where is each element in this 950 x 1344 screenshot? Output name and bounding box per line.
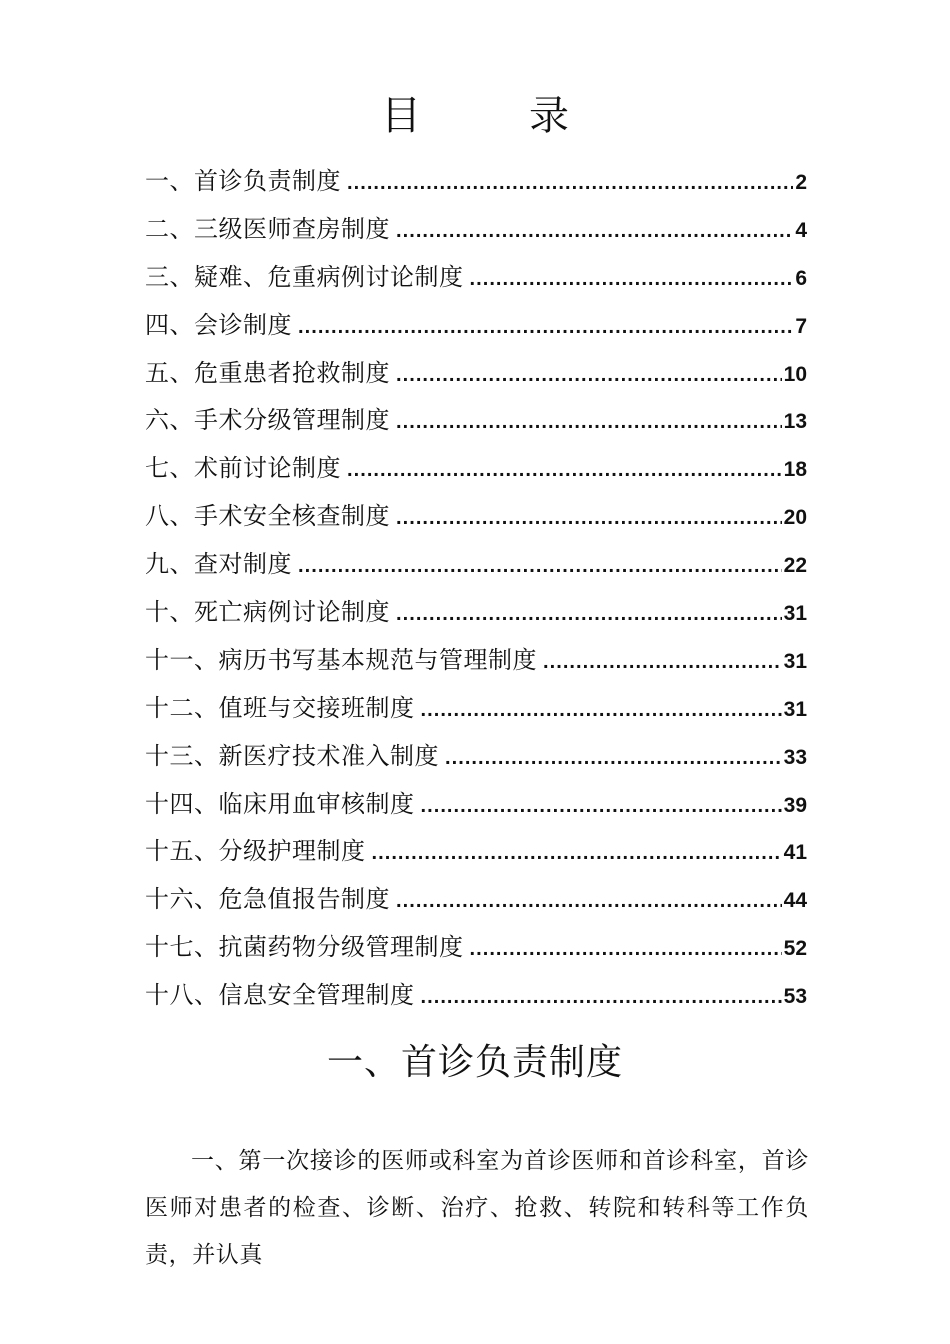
toc-dot-leader (396, 352, 782, 398)
toc-page-number: 6 (795, 266, 807, 290)
toc-entry[interactable] (145, 493, 807, 541)
toc-entry[interactable] (145, 733, 807, 781)
toc-entry-label: 一、首诊负责制度 (145, 167, 341, 195)
toc-entry-label: 四、会诊制度 (145, 310, 292, 339)
toc-page-number: 33 (783, 745, 807, 769)
toc-page-number: 20 (783, 506, 807, 530)
toc-entry-label: 八、手术安全核查制度 (145, 502, 390, 531)
toc-page-number: 10 (783, 362, 807, 386)
toc-dot-leader (396, 878, 782, 924)
toc-entry[interactable] (145, 206, 807, 254)
toc-page-number: 2 (795, 171, 807, 194)
toc-entry-label: 十四、临床用血审核制度 (145, 789, 415, 818)
toc-entry[interactable] (145, 972, 807, 1020)
toc-entry-label: 五、危重患者抢救制度 (145, 358, 390, 387)
toc-entry[interactable] (145, 254, 807, 302)
toc-dot-leader (372, 830, 782, 876)
toc-title: 目 录 (381, 93, 603, 139)
toc-dot-leader (347, 160, 793, 206)
toc-dot-leader (396, 591, 782, 637)
toc-entry[interactable] (145, 350, 807, 398)
toc-dot-leader (396, 495, 782, 541)
toc-page-number: 4 (795, 218, 807, 242)
toc-entry-label: 七、术前讨论制度 (145, 454, 341, 483)
toc-page-number: 31 (783, 602, 807, 626)
toc-page-number: 18 (783, 458, 807, 482)
toc-entry-label: 十六、危急值报告制度 (145, 885, 390, 914)
toc-page-number: 31 (783, 649, 807, 673)
toc-dot-leader (470, 926, 782, 972)
toc-page-number: 53 (783, 985, 807, 1009)
toc-page-number: 52 (783, 937, 807, 961)
toc-entry[interactable] (145, 445, 807, 493)
toc-entry-label: 十八、信息安全管理制度 (145, 981, 415, 1010)
toc-entry[interactable] (145, 397, 807, 445)
toc-entry[interactable] (145, 781, 807, 829)
toc-dot-leader (396, 208, 793, 254)
toc-page-number: 31 (783, 697, 807, 721)
toc-dot-leader (470, 256, 794, 302)
toc-entry[interactable] (145, 876, 807, 924)
section-heading: 一、首诊负责制度 (326, 1042, 623, 1083)
toc-dot-leader (298, 304, 793, 350)
toc-page-number: 39 (783, 793, 807, 817)
toc-entry-label: 十一、病历书写基本规范与管理制度 (145, 645, 537, 674)
toc-dot-leader (347, 447, 782, 493)
toc-page-number: 7 (795, 314, 807, 338)
toc-entry[interactable] (145, 302, 807, 350)
toc-entry-label: 十二、值班与交接班制度 (145, 693, 415, 722)
toc-entry-label: 十、死亡病例讨论制度 (145, 598, 390, 627)
toc-entry-label: 十三、新医疗技术准入制度 (145, 741, 439, 770)
toc-dot-leader (421, 974, 782, 1020)
toc-entry-label: 二、三级医师查房制度 (145, 214, 390, 243)
toc-entry[interactable] (145, 589, 807, 637)
toc-dot-leader (396, 399, 782, 445)
toc-dot-leader (421, 783, 782, 829)
toc-dot-leader (298, 543, 782, 589)
toc-page-number: 22 (783, 554, 807, 578)
toc-entry-label: 九、查对制度 (145, 550, 292, 579)
toc-dot-leader (445, 735, 782, 781)
toc-entry-label: 十七、抗菌药物分级管理制度 (145, 933, 464, 962)
table-of-contents (145, 158, 807, 1020)
toc-entry[interactable] (145, 685, 807, 733)
body-paragraph: 一、第一次接诊的医师或科室为首诊医师和首诊科室，首诊医师对患者的检查、诊断、治疗、抢救、转院和转科等工作负责，并认真 (145, 1148, 809, 1268)
toc-entry[interactable] (145, 158, 807, 206)
toc-entry[interactable] (145, 828, 807, 876)
toc-entry[interactable] (145, 541, 807, 589)
toc-dot-leader (421, 687, 782, 733)
toc-entry-label: 十五、分级护理制度 (145, 837, 366, 866)
toc-entry[interactable] (145, 924, 807, 972)
toc-page-number: 13 (783, 410, 807, 434)
toc-entry-label: 六、手术分级管理制度 (145, 406, 390, 435)
toc-dot-leader (543, 639, 782, 685)
toc-entry[interactable] (145, 637, 807, 685)
toc-page-number: 44 (783, 889, 807, 913)
toc-page-number: 41 (783, 841, 807, 865)
toc-entry-label: 三、疑难、危重病例讨论制度 (145, 262, 464, 291)
